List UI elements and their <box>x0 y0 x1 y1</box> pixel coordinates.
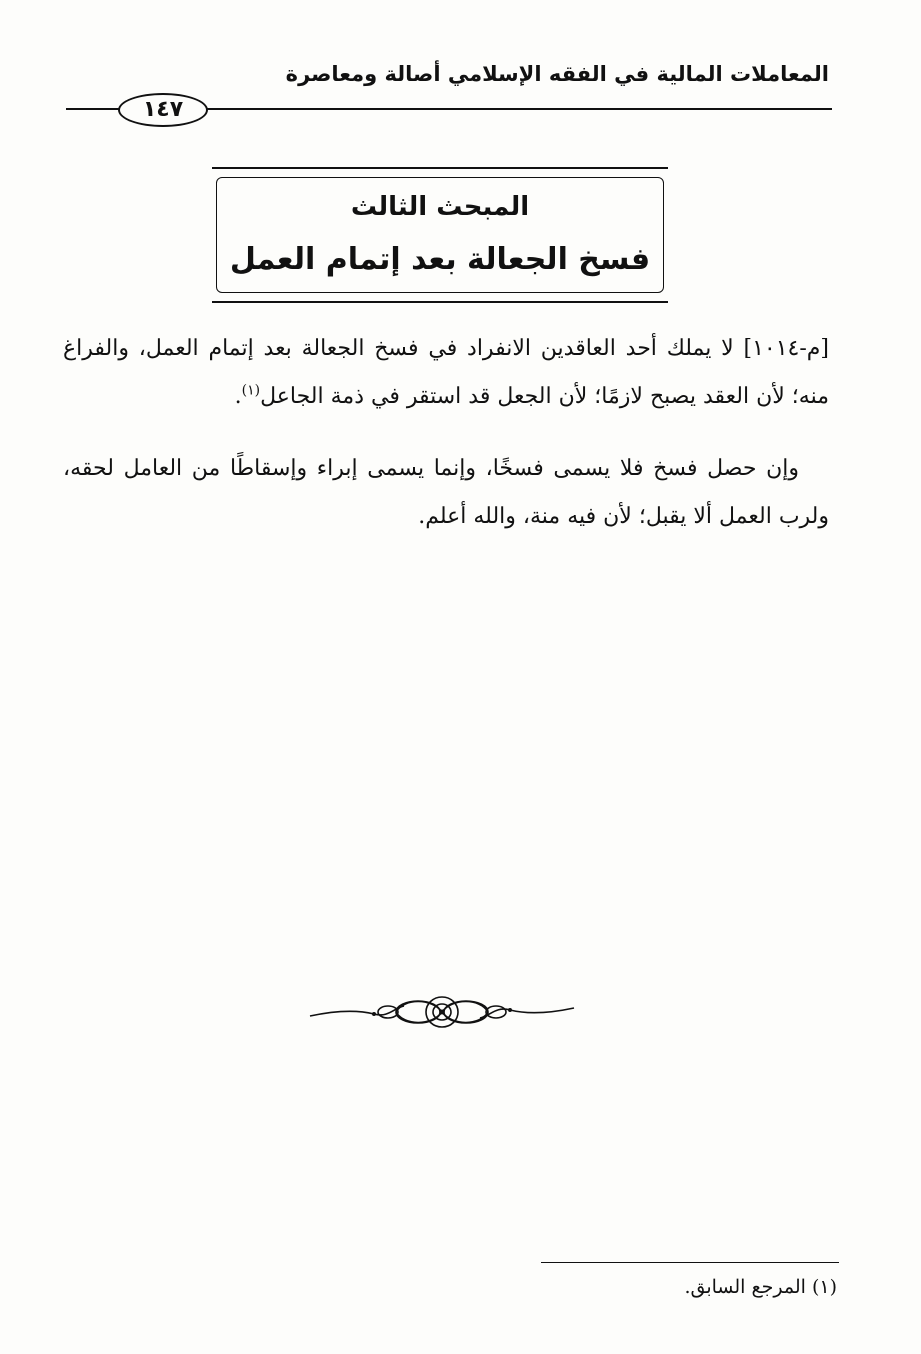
section-heading: المبحث الثالث <box>350 192 530 222</box>
footnote-marker: (١) <box>811 1276 837 1298</box>
ornament-divider-icon <box>308 992 576 1032</box>
paragraph-1-text: [م-١٠١٤] لا يملك أحد العاقدين الانفراد في فسخ الجعالة بعد إتمام العمل، والفراغ منه؛ لأن العقد يصبح لازمًا؛ لأن الجعل قد استقر في ذمة الجاعل <box>63 336 829 409</box>
paragraph-1-end: . <box>234 384 242 409</box>
paragraph-1 <box>63 325 829 421</box>
footnote-rule <box>541 1262 839 1263</box>
footnote-text: المرجع السابق. <box>684 1276 806 1298</box>
running-header: المعاملات المالية في الفقه الإسلامي أصالة ومعاصرة <box>285 62 829 86</box>
section-title: فسخ الجعالة بعد إتمام العمل <box>229 242 651 277</box>
footnote <box>337 1276 837 1298</box>
section-title-frame <box>212 167 668 303</box>
page-number: ١٤٧ <box>118 93 208 127</box>
body-text <box>63 325 829 565</box>
footnote-ref: (١) <box>241 382 261 399</box>
section-title-box <box>216 177 664 293</box>
paragraph-2: وإن حصل فسخ فلا يسمى فسخًا، وإنما يسمى إبراء وإسقاطًا من العامل لحقه، ولرب العمل ألا يقبل؛ لأن فيه منة، والله أعلم. <box>63 456 829 529</box>
